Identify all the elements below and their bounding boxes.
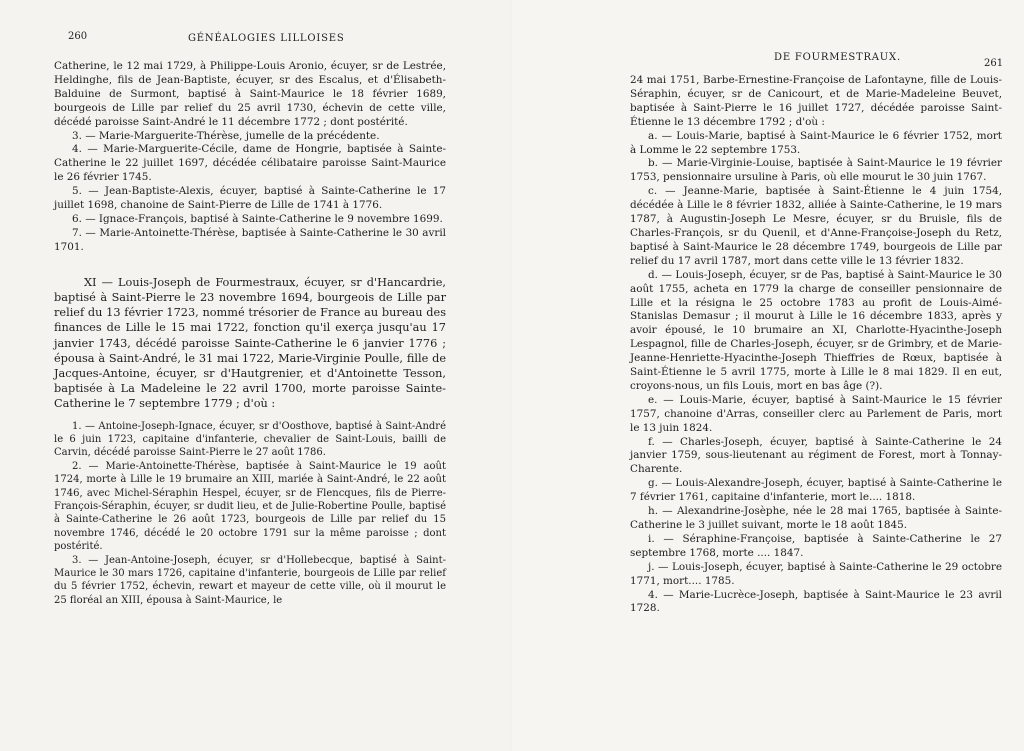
right-running-head: DE FOURMESTRAUX. — [774, 52, 901, 63]
right-paragraph: d. — Louis-Joseph, écuyer, sr de Pas, baptisé à Saint-Maurice le 30 août 1755, acheta en 1779 la charge de conseiller pensionnaire de Lille et la résigna le 25 octobre 1783 au profit de Louis-Aimé-Stanislas Demasur ; il mourut à Lille le 16 décembre 1833, après y avoir épousé, le 10 brumaire an XI, Charlotte-Hyacinthe-Joseph Lespagnol, fille de Charles-Joseph, écuyer, sr de Grimbry, et de Marie-Jeanne-Henriette-Hyacinthe-Joseph Thieffries de Rœux, baptisée à Saint-Étienne le 5 avril 1775, morte à Lille le 8 mai 1829. Il en eut, croyons-nous, un fils Louis, mort en bas âge (?). — [630, 268, 1002, 392]
right-page-body — [630, 74, 1002, 616]
left-page-body — [54, 60, 446, 607]
left-paragraph: Catherine, le 12 mai 1729, à Philippe-Louis Aronio, écuyer, sr de Lestrée, Heldinghe, fils de Jean-Baptiste, écuyer, sr des Escalus, et d'Élisabeth-Balduine de Surmont, baptisé à Saint-Maurice le 18 février 1689, bourgeois de Lille par relief du 25 avril 1730, échevin de cette ville, décédé paroisse Saint-André le 11 décembre 1772 ; dont postérité. — [54, 60, 446, 128]
left-child-entry: 3. — Jean-Antoine-Joseph, écuyer, sr d'Hollebecque, baptisé à Saint-Maurice le 30 mars 1726, capitaine d'infanterie, bourgeois de Lille par relief du 5 février 1752, échevin, rewart et mayeur de cette ville, où il mourut le 25 floréal an XIII, épousa à Saint-Maurice, le — [54, 554, 446, 606]
left-page-number: 260 — [68, 31, 88, 42]
right-page-number: 261 — [984, 58, 1004, 69]
left-child-entry: 1. — Antoine-Joseph-Ignace, écuyer, sr d'Oosthove, baptisé à Saint-André le 6 juin 1723, capitaine d'infanterie, chevalier de Saint-Louis, bailli de Carvin, décédé paroisse Saint-Pierre le 27 août 1786. — [54, 420, 446, 459]
right-page — [512, 0, 1024, 751]
right-paragraph: b. — Marie-Virginie-Louise, baptisée à Saint-Maurice le 19 février 1753, pensionnaire ursuline à Paris, où elle mourut le 30 juin 1767. — [630, 157, 1002, 184]
right-paragraph: 24 mai 1751, Barbe-Ernestine-Françoise de Lafontayne, fille de Louis-Séraphin, écuyer, sr de Canicourt, et de Marie-Madeleine Beuvet, baptisée à Saint-Pierre le 16 juillet 1727, décédée paroisse Saint-Étienne le 13 décembre 1792 ; d'où : — [630, 74, 1002, 128]
right-paragraph: 4. — Marie-Lucrèce-Joseph, baptisée à Saint-Maurice le 23 avril 1728. — [630, 588, 1002, 615]
left-child-entry: 2. — Marie-Antoinette-Thérèse, baptisée à Saint-Maurice le 19 août 1724, morte à Lille le 19 brumaire an XIII, mariée à Saint-André, le 22 août 1746, avec Michel-Séraphin Hespel, écuyer, sr de Flencques, fils de Pierre-François-Séraphin, écuyer, sr dudit lieu, et de Julie-Robertine Poulle, baptisé à Sainte-Catherine le 26 août 1723, bourgeois de Lille par relief du 15 novembre 1746, décédé le 20 octobre 1791 sur la même paroisse ; dont postérité. — [54, 460, 446, 553]
right-paragraph: g. — Louis-Alexandre-Joseph, écuyer, baptisé à Sainte-Catherine le 7 février 1761, capitaine d'infanterie, mort le.... 1818. — [630, 477, 1002, 504]
left-paragraph: 7. — Marie-Antoinette-Thérèse, baptisée à Sainte-Catherine le 30 avril 1701. — [54, 226, 446, 253]
section-xi-heading: XI — Louis-Joseph de Fourmestraux, écuyer, sr d'Hancardrie, baptisé à Saint-Pierre le 23 novembre 1694, bourgeois de Lille par relief du 13 février 1723, nommé trésorier de France au bureau des finances de Lille le 15 mai 1722, fonction qu'il exerça jusqu'au 17 janvier 1743, décédé paroisse Sainte-Catherine le 6 janvier 1776 ; épousa à Saint-André, le 31 mai 1722, Marie-Virginie Poulle, fille de Jacques-Antoine, écuyer, sr d'Hautgrenier, et d'Antoinette Tesson, baptisée à La Madeleine le 22 avril 1700, morte paroisse Sainte-Catherine le 7 septembre 1779 ; d'où : — [54, 275, 446, 411]
right-paragraph: f. — Charles-Joseph, écuyer, baptisé à Sainte-Catherine le 24 janvier 1759, sous-lieutenant au régiment de Forest, mort à Tonnay-Charente. — [630, 435, 1002, 476]
left-running-head: GÉNÉALOGIES LILLOISES — [188, 33, 345, 44]
left-paragraph: 6. — Ignace-François, baptisé à Sainte-Catherine le 9 novembre 1699. — [72, 212, 443, 225]
left-paragraph: 5. — Jean-Baptiste-Alexis, écuyer, baptisé à Sainte-Catherine le 17 juillet 1698, chanoine de Saint-Pierre de Lille de 1741 à 1776. — [54, 185, 446, 212]
right-paragraph: h. — Alexandrine-Josèphe, née le 28 mai 1765, baptisée à Sainte-Catherine le 3 juillet suivant, morte le 18 août 1845. — [630, 505, 1002, 531]
right-paragraph: a. — Louis-Marie, baptisé à Saint-Maurice le 6 février 1752, mort à Lomme le 22 septembre 1753. — [630, 129, 1002, 156]
right-paragraph: c. — Jeanne-Marie, baptisée à Saint-Étienne le 4 juin 1754, décédée à Lille le 8 février 1832, alliée à Sainte-Catherine, le 19 mars 1787, à Augustin-Joseph Le Mesre, écuyer, sr du Bruisle, fils de Charles-François, sr du Quenil, et d'Anne-Françoise-Joseph du Retz, baptisé à Saint-Maurice le 28 décembre 1749, bourgeois de Lille par relief du 17 avril 1787, mort dans cette ville le 13 février 1832. — [630, 185, 1002, 267]
left-paragraph: 3. — Marie-Marguerite-Thérèse, jumelle de la précédente. — [72, 129, 380, 142]
right-paragraph: j. — Louis-Joseph, écuyer, baptisé à Sainte-Catherine le 29 octobre 1771, mort.... 1785. — [630, 560, 1002, 587]
right-paragraph: e. — Louis-Marie, écuyer, baptisé à Saint-Maurice le 15 février 1757, chanoine d'Arras, conseiller clerc au Parlement de Paris, mort le 13 juin 1824. — [630, 393, 1002, 434]
left-paragraph: 4. — Marie-Marguerite-Cécile, dame de Hongrie, baptisée à Sainte-Catherine le 22 juillet 1697, décédée célibataire paroisse Saint-Maurice le 26 février 1745. — [54, 143, 446, 184]
right-paragraph: i. — Séraphine-Françoise, baptisée à Sainte-Catherine le 27 septembre 1768, morte .... 1847. — [630, 532, 1002, 559]
